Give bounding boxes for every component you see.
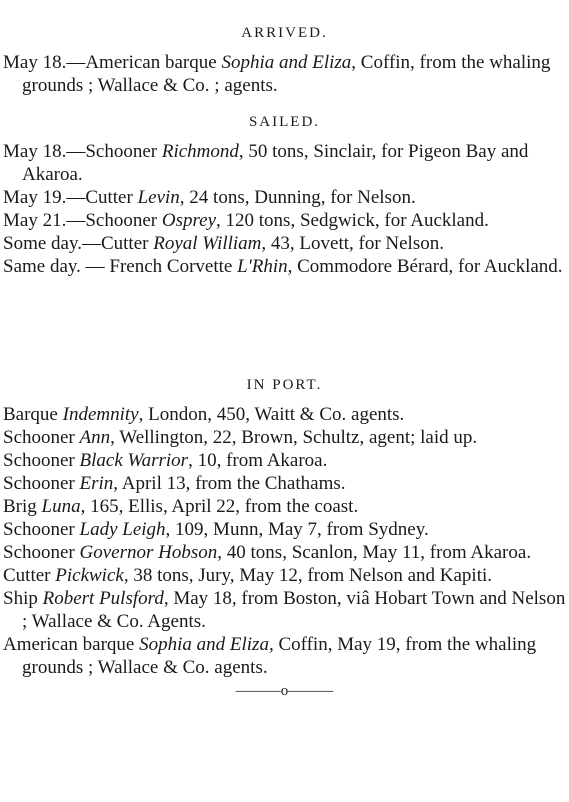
- in-port-entry: Schooner Erin, April 13, from the Chathams.: [3, 473, 346, 494]
- ship-name: L'Rhin: [237, 256, 288, 277]
- arrived-section: [0, 26, 569, 97]
- sailed-section: [0, 115, 569, 278]
- ship-name: Erin: [79, 473, 114, 494]
- ship-name: Royal William: [153, 233, 262, 254]
- ship-name: Levin: [137, 187, 180, 208]
- section-separator: ———o———: [235, 683, 334, 699]
- in-port-entry: Schooner Governor Hobson, 40 tons, Scanlon, May 11, from Akaroa.: [3, 542, 532, 563]
- in-port-entry: Cutter Pickwick, 38 tons, Jury, May 12, from Nelson and Kapiti.: [3, 565, 492, 586]
- in-port-entry: Ship Robert Pulsford, May 18, from Boston, viâ Hobart Town and Nelson ; Wallace & Co. Agents.: [3, 588, 566, 632]
- sailed-entry: May 21.—Schooner Osprey, 120 tons, Sedgwick, for Auckland.: [3, 210, 489, 231]
- ship-name: Governor Hobson: [79, 542, 218, 563]
- in-port-entry: American barque Sophia and Eliza, Coffin, May 19, from the whaling grounds ; Wallace & Co. agents.: [3, 634, 537, 678]
- in-port-heading: IN PORT.: [246, 377, 323, 393]
- ship-name: Pickwick: [55, 565, 124, 586]
- ship-name: Sophia and Eliza: [221, 52, 352, 73]
- arrived-heading: ARRIVED.: [241, 25, 328, 41]
- sailed-entry: May 19.—Cutter Levin, 24 tons, Dunning, for Nelson.: [3, 187, 416, 208]
- ship-name: Richmond: [161, 141, 239, 162]
- ship-name: Sophia and Eliza: [139, 634, 269, 655]
- ship-name: Indemnity: [62, 404, 139, 425]
- ship-name: Lady Leigh: [79, 519, 166, 540]
- ship-name: Black Warrior: [79, 450, 189, 471]
- arrived-entry: May 18.—American barque Sophia and Eliza, Coffin, from the whaling grounds ; Wallace & Co. ; agents.: [3, 52, 551, 96]
- in-port-section: [0, 378, 569, 700]
- sailed-entry: Some day.—Cutter Royal William, 43, Lovett, for Nelson.: [3, 233, 444, 254]
- ship-name: Osprey: [161, 210, 217, 231]
- in-port-entry: Schooner Lady Leigh, 109, Munn, May 7, from Sydney.: [3, 519, 429, 540]
- sailed-entry: May 18.—Schooner Richmond, 50 tons, Sinclair, for Pigeon Bay and Akaroa.: [3, 141, 529, 185]
- ship-name: Ann: [79, 427, 111, 448]
- in-port-entry: Barque Indemnity, London, 450, Waitt & Co. agents.: [3, 404, 405, 425]
- in-port-entry: Brig Luna, 165, Ellis, April 22, from the coast.: [3, 496, 359, 517]
- sailed-entry: Same day. — French Corvette L'Rhin, Commodore Bérard, for Auckland.: [3, 256, 563, 277]
- in-port-entry: Schooner Black Warrior, 10, from Akaroa.: [3, 450, 328, 471]
- in-port-entry: Schooner Ann, Wellington, 22, Brown, Schultz, agent; laid up.: [3, 427, 478, 448]
- sailed-heading: SAILED.: [248, 114, 321, 130]
- ship-name: Luna: [41, 496, 81, 517]
- ship-name: Robert Pulsford: [42, 588, 164, 609]
